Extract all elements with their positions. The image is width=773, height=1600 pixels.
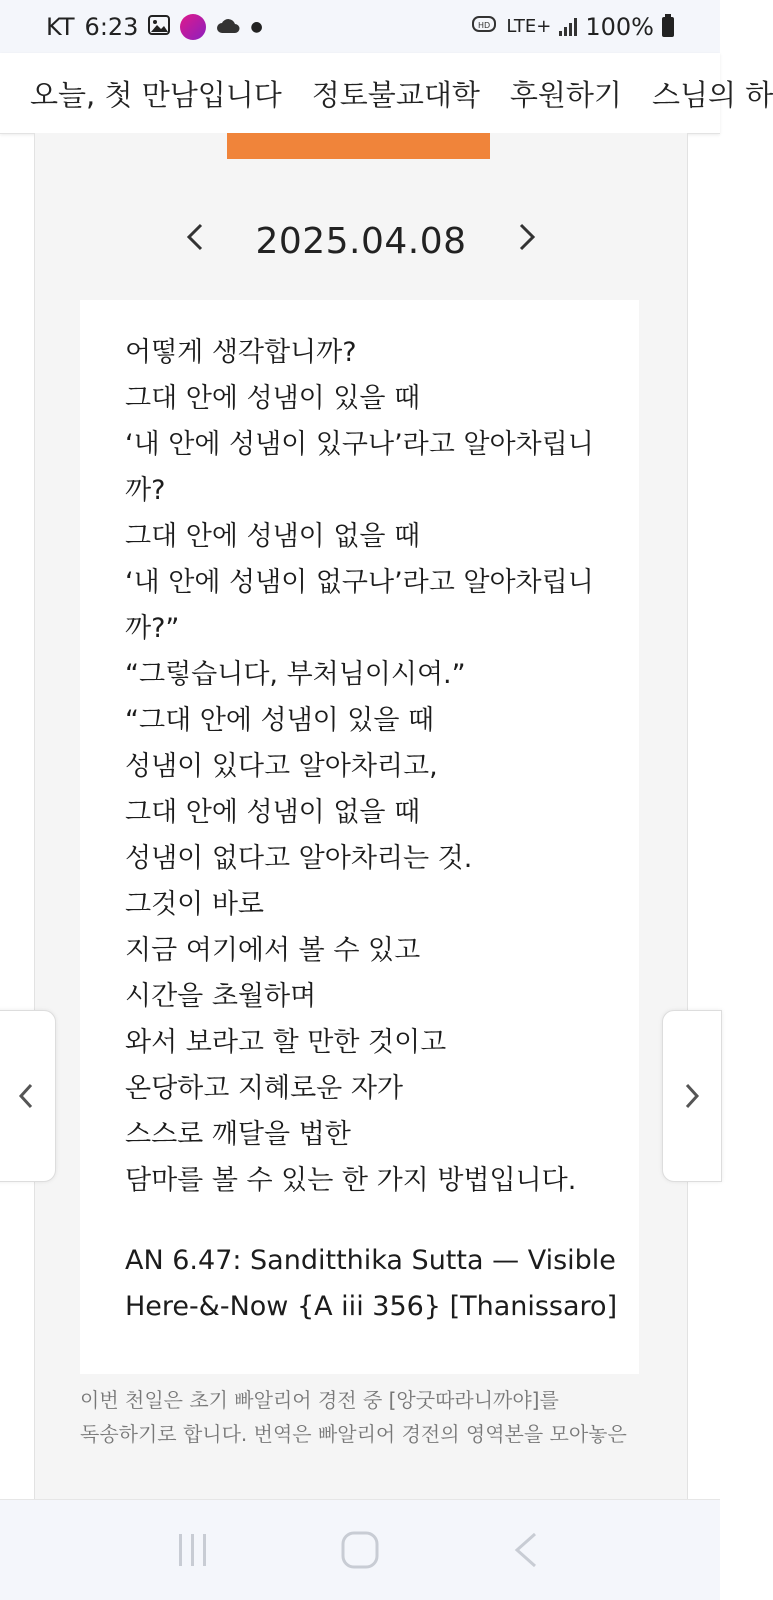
verse-line: 성냄이 없다고 알아차리는 것. [125,843,473,874]
intro-line: 이번 천일은 초기 빠알리어 경전 중 [앙굿따라니까야]를 [80,1388,559,1412]
verse-line: 까?” [125,613,180,644]
chevron-left-icon [185,221,205,253]
verse-line: 그대 안에 성냄이 있을 때 [125,383,421,414]
top-nav [0,53,773,134]
signal-icon [559,18,577,36]
nav-item-monk[interactable]: 스님의 하 [651,77,773,112]
app-badge-icon [180,14,206,40]
hd-voice-icon [472,15,498,38]
system-nav-bar [0,1499,720,1600]
verse-line: 까? [125,475,166,506]
svg-text:HD: HD [478,21,491,30]
source-line: Here-&-Now {A iii 356} [Thanissaro] [125,1291,618,1322]
back-icon [507,1530,547,1570]
status-left [46,13,263,41]
status-right [472,13,674,41]
recent-apps-icon [173,1530,213,1570]
status-bar [0,0,720,53]
verse-line: 시간을 초월하며 [125,981,317,1012]
next-date-button[interactable] [497,221,557,262]
current-date: 2025.04.08 [255,220,467,262]
chevron-left-icon [17,1081,35,1111]
verse-line: ‘내 안에 성냄이 있구나’라고 알아차립니 [125,429,594,460]
content-area [34,133,688,1499]
verse-line: 지금 여기에서 볼 수 있고 [125,935,421,966]
cloud-icon [216,17,240,37]
home-icon [340,1530,380,1570]
verse-line: “그대 안에 성냄이 있을 때 [125,705,435,736]
notification-dot-icon: ● [250,18,263,35]
recent-apps-button[interactable] [163,1520,223,1580]
battery-icon [662,17,674,37]
clock-time: 6:23 [84,12,139,41]
prev-date-button[interactable] [165,221,225,262]
verse-line: “그렇습니다, 부처님이시여.” [125,659,466,690]
verse-card [80,300,639,1374]
verse-line: 그것이 바로 [125,889,264,920]
chevron-right-icon [517,221,537,253]
verse-line: 스스로 깨달을 법한 [125,1119,351,1150]
next-page-button[interactable] [662,1010,722,1182]
nav-item-donate[interactable]: 후원하기 [509,77,622,112]
verse-line: 그대 안에 성냄이 없을 때 [125,521,421,552]
orange-action-button[interactable] [227,133,490,159]
battery-percent: 100% [585,12,654,41]
carrier-label: KT [46,12,75,41]
back-button[interactable] [497,1520,557,1580]
verse-text [125,330,595,1204]
verse-line: 성냄이 있다고 알아차리고, [125,751,438,782]
source-line: AN 6.47: Sanditthika Sutta — Visible [125,1245,616,1276]
verse-line: 담마를 볼 수 있는 한 가지 방법입니다. [125,1165,577,1196]
intro-description [80,1383,640,1451]
nav-item-first-meeting[interactable]: 오늘, 첫 만남입니다 [30,77,282,112]
prev-page-button[interactable] [0,1010,56,1182]
date-navigator [35,211,687,271]
chevron-right-icon [683,1081,701,1111]
gallery-icon [148,15,170,38]
network-type: LTE+ [506,16,552,37]
sutta-source [125,1238,618,1330]
verse-line: ‘내 안에 성냄이 없구나’라고 알아차립니 [125,567,594,598]
verse-line: 온당하고 지혜로운 자가 [125,1073,403,1104]
home-button[interactable] [330,1520,390,1580]
intro-line: 독송하기로 합니다. 번역은 빠알리어 경전의 영역본을 모아놓은 [80,1422,627,1446]
verse-line: 와서 보라고 할 만한 것이고 [125,1027,447,1058]
verse-line: 어떻게 생각합니까? [125,337,357,368]
nav-item-buddhist-college[interactable]: 정토불교대학 [311,77,480,112]
verse-line: 그대 안에 성냄이 없을 때 [125,797,421,828]
